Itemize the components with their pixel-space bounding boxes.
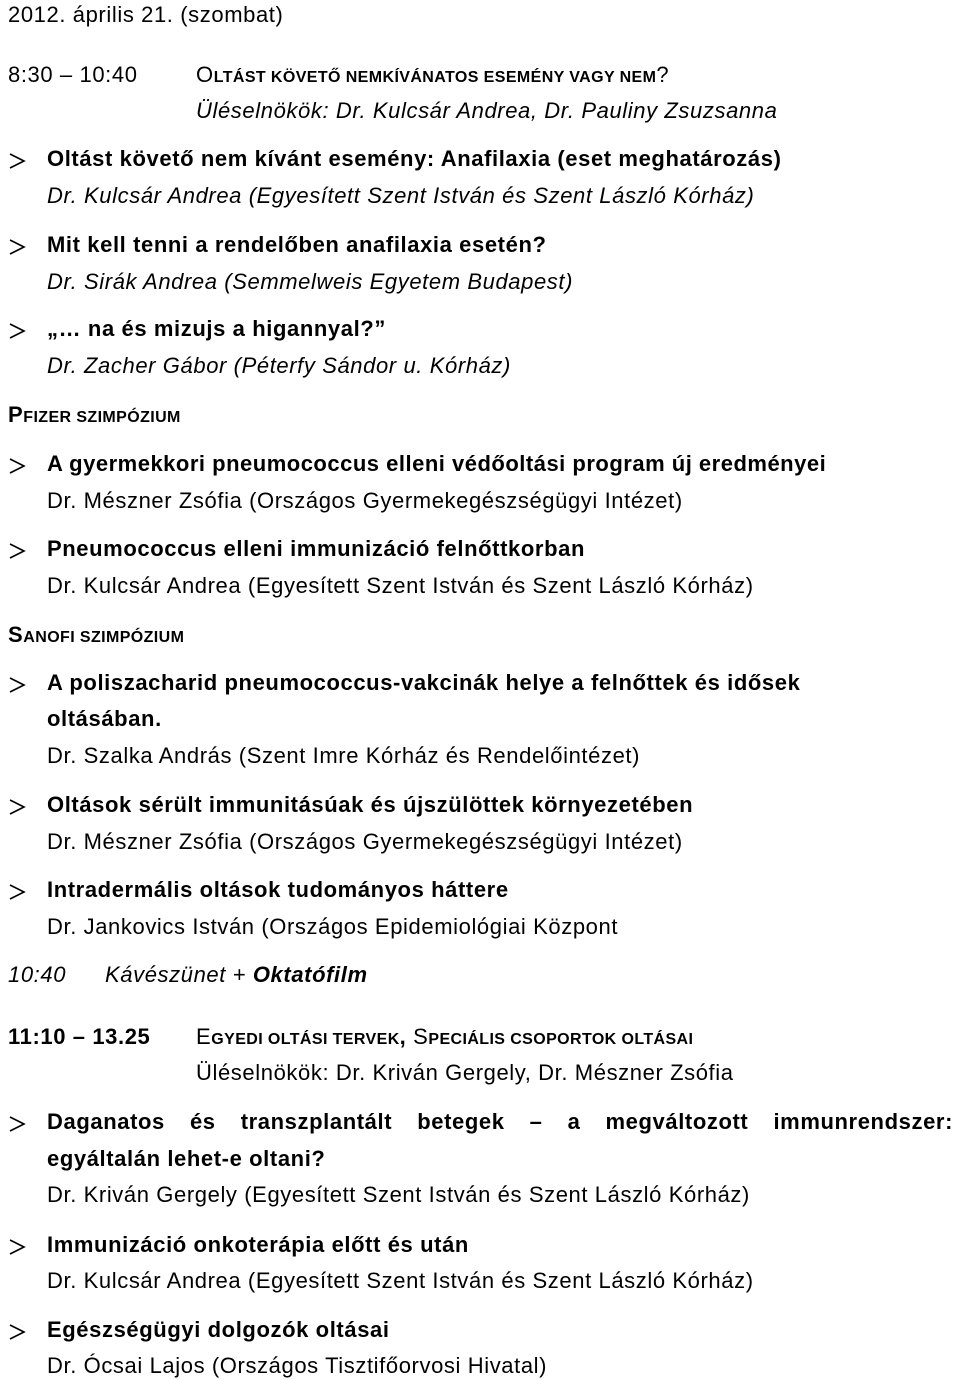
bullet-arrow-icon bbox=[8, 1323, 26, 1341]
talk-title: Mit kell tenni a rendelőben anafilaxia esetén? bbox=[47, 232, 547, 257]
talk-title: Intradermális oltások tudományos háttere bbox=[47, 877, 509, 902]
talk-speaker: Dr. Jankovics István (Országos Epidemiológiai Központ bbox=[47, 914, 619, 939]
session1-time: 8:30 – 10:40 bbox=[8, 62, 138, 87]
talk-speaker: Dr. Kulcsár Andrea (Egyesített Szent István és Szent László Kórház) bbox=[47, 1268, 754, 1293]
bullet-arrow-icon bbox=[8, 798, 26, 816]
session2-title: EGYEDI OLTÁSI TERVEK, SPECIÁLIS CSOPORTOK OLTÁSAI bbox=[196, 1024, 694, 1049]
pfizer-heading: PFIZER SZIMPÓZIUM bbox=[8, 402, 181, 427]
bullet-arrow-icon bbox=[8, 152, 26, 170]
bullet-arrow-icon bbox=[8, 457, 26, 475]
session1-title: OLTÁST KÖVETŐ NEMKÍVÁNATOS ESEMÉNY VAGY NEM? bbox=[196, 62, 670, 87]
talk-title: Pneumococcus elleni immunizáció felnőttkorban bbox=[47, 536, 585, 561]
talk-speaker: Dr. Sirák Andrea (Semmelweis Egyetem Budapest) bbox=[47, 269, 574, 294]
talk-title: Oltást követő nem kívánt esemény: Anafilaxia (eset meghatározás) bbox=[47, 146, 782, 171]
talk-title: Daganatos és transzplantált betegek – a megváltozott immunrendszer: bbox=[47, 1109, 953, 1134]
bullet-arrow-icon bbox=[8, 322, 26, 340]
talk-title: Egészségügyi dolgozók oltásai bbox=[47, 1317, 390, 1342]
talk-title: Oltások sérült immunitásúak és újszülöttek környezetében bbox=[47, 792, 694, 817]
talk-title: Immunizáció onkoterápia előtt és után bbox=[47, 1232, 469, 1257]
break-label: Kávészünet + Oktatófilm bbox=[105, 962, 368, 987]
bullet-arrow-icon bbox=[8, 883, 26, 901]
talk-speaker: Dr. Kulcsár Andrea (Egyesített Szent István és Szent László Kórház) bbox=[47, 183, 755, 208]
talk-speaker: Dr. Mészner Zsófia (Országos Gyermekegészségügyi Intézet) bbox=[47, 829, 683, 854]
talk-speaker: Dr. Kulcsár Andrea (Egyesített Szent István és Szent László Kórház) bbox=[47, 573, 754, 598]
break-time: 10:40 bbox=[8, 962, 67, 987]
talk-title-continued: oltásában. bbox=[47, 706, 162, 731]
talk-title: A gyermekkori pneumococcus elleni védőoltási program új eredményei bbox=[47, 451, 827, 476]
date-heading: 2012. április 21. (szombat) bbox=[8, 2, 284, 27]
bullet-arrow-icon bbox=[8, 238, 26, 256]
talk-title: „… na és mizujs a higannyal?” bbox=[47, 316, 386, 341]
talk-title-continued: egyáltalán lehet-e oltani? bbox=[47, 1146, 326, 1171]
talk-speaker: Dr. Zacher Gábor (Péterfy Sándor u. Kórház) bbox=[47, 353, 511, 378]
session1-chairs: Üléselnökök: Dr. Kulcsár Andrea, Dr. Pauliny Zsuzsanna bbox=[196, 98, 778, 123]
talk-title: A poliszacharid pneumococcus-vakcinák helye a felnőttek és idősek bbox=[47, 670, 801, 695]
session2-chairs: Üléselnökök: Dr. Kriván Gergely, Dr. Mészner Zsófia bbox=[196, 1060, 734, 1085]
bullet-arrow-icon bbox=[8, 542, 26, 560]
bullet-arrow-icon bbox=[8, 1115, 26, 1133]
session2-time: 11:10 – 13.25 bbox=[8, 1024, 151, 1049]
sanofi-heading: SANOFI SZIMPÓZIUM bbox=[8, 622, 185, 647]
talk-speaker: Dr. Mészner Zsófia (Országos Gyermekegészségügyi Intézet) bbox=[47, 488, 683, 513]
bullet-arrow-icon bbox=[8, 1238, 26, 1256]
bullet-arrow-icon bbox=[8, 676, 26, 694]
talk-speaker: Dr. Ócsai Lajos (Országos Tisztifőorvosi Hivatal) bbox=[47, 1353, 548, 1378]
talk-speaker: Dr. Kriván Gergely (Egyesített Szent István és Szent László Kórház) bbox=[47, 1182, 750, 1207]
talk-speaker: Dr. Szalka András (Szent Imre Kórház és Rendelőintézet) bbox=[47, 743, 641, 768]
